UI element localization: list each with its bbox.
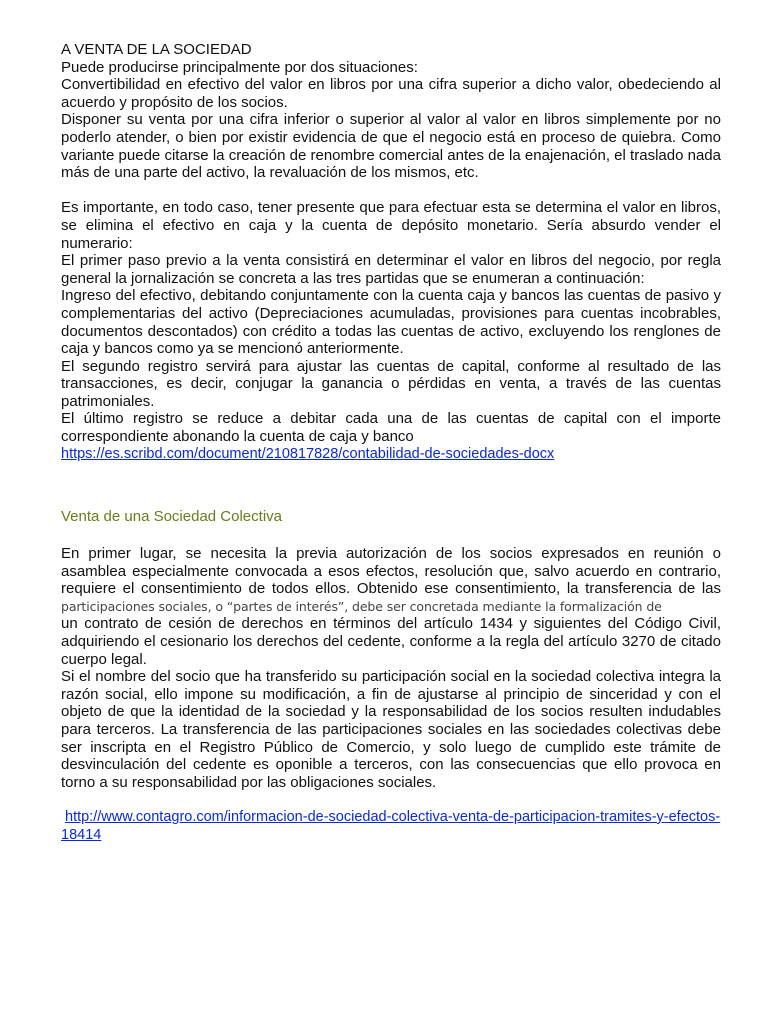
- paragraph-primer-lugar-a: En primer lugar, se necesita la previa autorización de los socios expresados en reunión o asamblea especialmente convocada a esos efectos, resolución que, salvo acuerdo en contrario, requiere el consentimiento de todos ellos. Obtenido ese consentimiento, la transferencia de las: [61, 545, 721, 598]
- section-title-venta-sociedad: A VENTA DE LA SOCIEDAD: [61, 41, 252, 58]
- contagro-link[interactable]: http://www.contagro.com/informacion-de-sociedad-colectiva-venta-de-participacion-tramites-y-efectos-18414: [61, 808, 721, 843]
- section-title-sociedad-colectiva: Venta de una Sociedad Colectiva: [61, 508, 282, 526]
- spacer: [61, 481, 721, 499]
- scribd-link[interactable]: https://es.scribd.com/document/210817828/contabilidad-de-sociedades-docx: [61, 445, 555, 462]
- paragraph-intro: Puede producirse principalmente por dos situaciones:: [61, 58, 418, 76]
- paragraph-ingreso: Ingreso del efectivo, debitando conjuntamente con la cuenta caja y bancos las cuentas de pasivo y complementarias del activo (Depreciaciones acumuladas, provisiones para cuentas incobrables, documentos descontados) con crédito a todas las cuentas de activo, excluyendo los renglones de caja y bancos como ya se mencionó anteriormente.: [61, 287, 721, 358]
- spacer: [61, 526, 721, 545]
- paragraph-nombre-socio: Si el nombre del socio que ha transferido su participación social en la sociedad colectiva integra la razón social, ello impone su modificación, a fin de ajustarse al principio de sinceridad y con el objeto de que la identidad de la sociedad y la responsabilidad de los socios resulten indudables para terceros. La transferencia de las participaciones sociales en las sociedades colectivas debe ser inscripta en el Registro Público de Comercio, y solo luego de cumplido este trámite de desvinculación del cedente es oponible a terceros, con las consecuencias que ello provoca en torno a su responsabilidad por las obligaciones sociales.: [61, 668, 721, 791]
- paragraph-segundo-registro: El segundo registro servirá para ajustar las cuentas de capital, conforme al resultado de las transacciones, es decir, conjugar la ganancia o pérdidas en venta, a través de las cuentas patrimoniales.: [61, 357, 721, 410]
- paragraph-ultimo-registro: El último registro se reduce a debitar cada una de las cuentas de capital con el importe correspondiente abonando la cuenta de caja y banco: [61, 410, 721, 446]
- spacer: [61, 182, 721, 200]
- spacer: [61, 791, 721, 809]
- spacer: [61, 463, 721, 481]
- paragraph-primer-paso: El primer paso previo a la venta consistirá en determinar el valor en libros del negocio, por regla general la jornalización se concreta a las tres partidas que se enumeran a continuación:: [61, 252, 721, 287]
- paragraph-disponer: Disponer su venta por una cifra inferior o superior al valor al valor en libros simplemente por no poderlo atender, o bien por existir evidencia de que el negocio está en proceso de quiebra. Como variante puede citarse la creación de renombre comercial antes de la enajenación, el traslado nada más de una parte del activo, la revaluación de los mismos, etc.: [61, 111, 721, 182]
- spacer: [61, 498, 721, 508]
- paragraph-primer-lugar-b: participaciones sociales, o “partes de interés”, debe ser concretada mediante la formalización de: [61, 598, 662, 614]
- document-page: [61, 41, 721, 844]
- paragraph-primer-lugar-c: un contrato de cesión de derechos en términos del artículo 1434 y siguientes del Código Civil, adquiriendo el cesionario los derechos del cedente, conforme a la regla del artículo 3270 de citado cuerpo legal.: [61, 615, 721, 668]
- paragraph-convertibilidad: Convertibilidad en efectivo del valor en libros por una cifra superior a dicho valor, obedeciendo al acuerdo y propósito de los socios.: [61, 76, 721, 111]
- paragraph-importante: Es importante, en todo caso, tener presente que para efectuar esta se determina el valor en libros, se elimina el efectivo en caja y la cuenta de depósito monetario. Sería absurdo vender el numerario:: [61, 199, 721, 252]
